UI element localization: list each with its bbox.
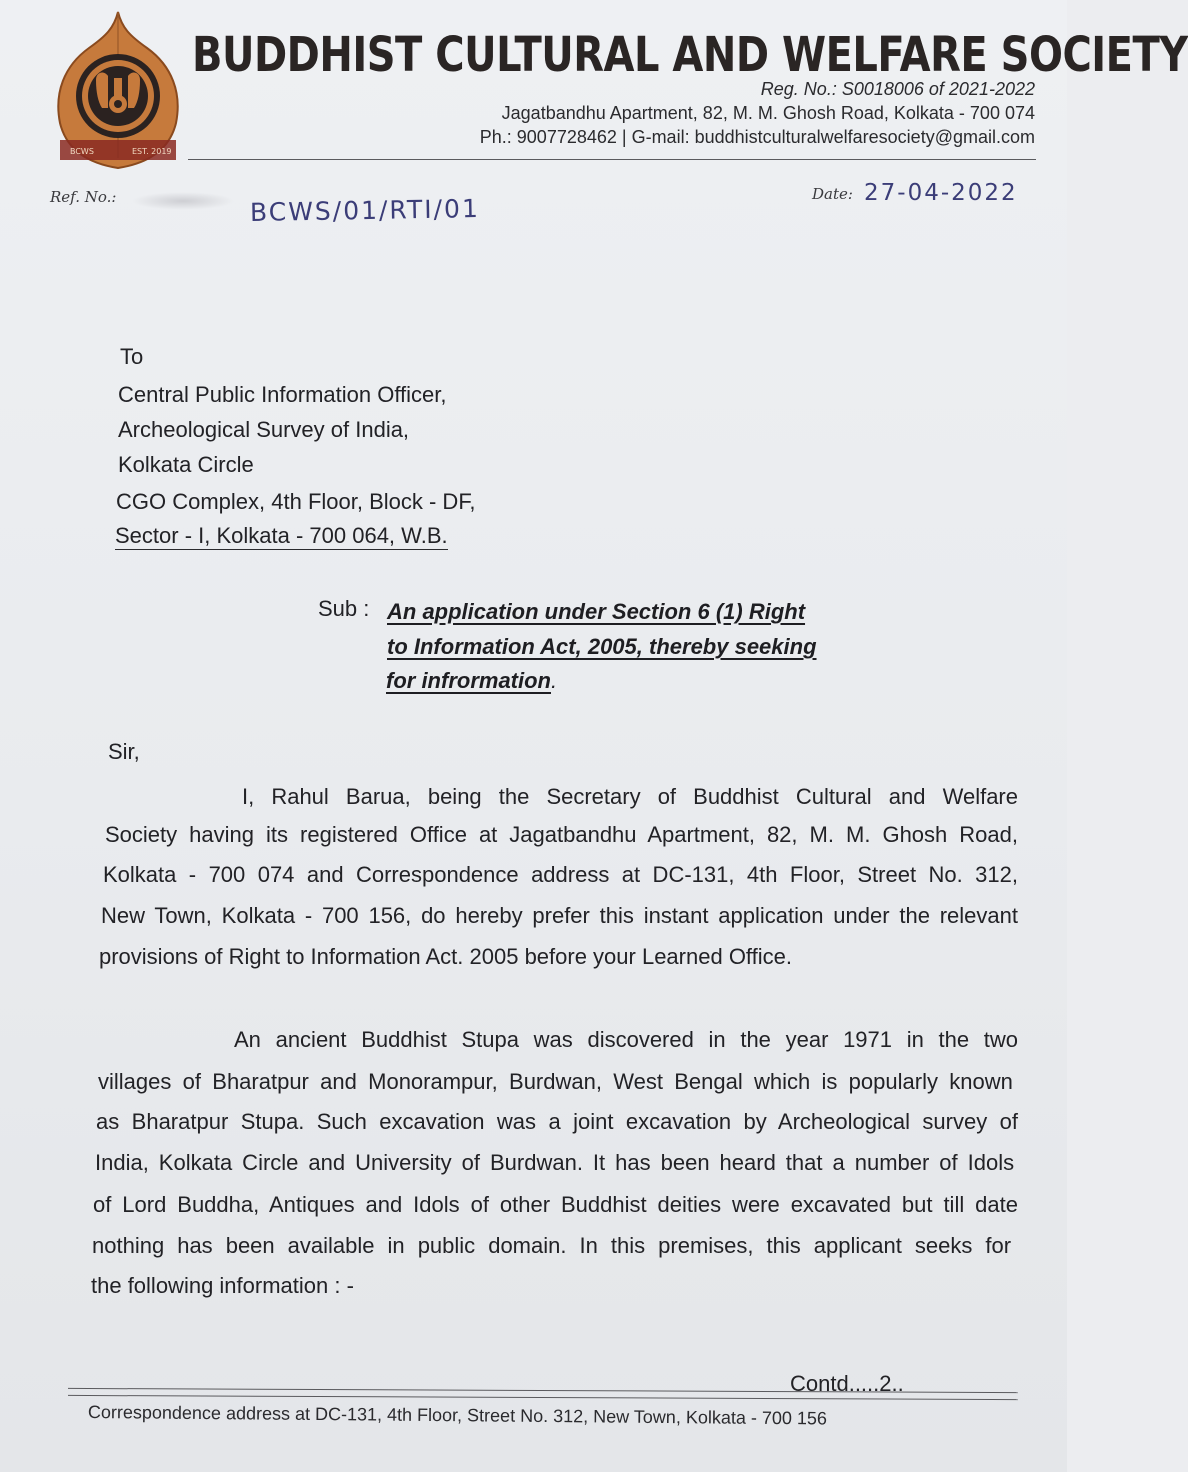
organization-address: Jagatbandhu Apartment, 82, M. M. Ghosh Road, Kolkata - 700 074 (501, 103, 1035, 123)
paragraph1-line-4 (101, 903, 1018, 929)
subject-line-1: An application under Section 6 (1) Right (387, 599, 806, 624)
recipient-line-4: CGO Complex, 4th Floor, Block - DF, (116, 489, 476, 514)
paragraph2-text-4: India, Kolkata Circle and University of Burdwan. It has been heard that a number of Idols (95, 1150, 1015, 1175)
recipient-line-2: Archeological Survey of India, (118, 417, 410, 442)
paragraph2-text-1: An ancient Buddhist Stupa was discovered in the year 1971 in the two (234, 1027, 1018, 1052)
subject-line-3 (386, 668, 557, 694)
date-handwritten: 27-04-2022 (864, 180, 1018, 206)
paragraph2-text-6: nothing has been available in public domain. In this premises, this applicant seeks for (92, 1233, 1012, 1258)
ref-stamp-smudge (132, 192, 234, 210)
salutation: Sir, (108, 739, 140, 764)
recipient-line-5-text: Sector - I, Kolkata - 700 064, W.B. (115, 523, 448, 548)
paragraph1-line-3 (103, 862, 1018, 888)
paragraph2-line-5 (93, 1192, 1018, 1218)
paragraph1-line-1 (242, 784, 1018, 810)
society-logo (52, 8, 184, 176)
paragraph2-line-1 (234, 1027, 1018, 1053)
paragraph2-line-4 (95, 1150, 1018, 1176)
subject-label: Sub : (318, 596, 370, 621)
recipient-line-5 (115, 523, 448, 549)
paragraph2-text-2: villages of Bharatpur and Monorampur, Burdwan, West Bengal which is popularly known (98, 1069, 1013, 1094)
paragraph1-text-5: provisions of Right to Information Act. 2005 before your Learned Office. (99, 944, 792, 969)
ref-number-handwritten: BCWS/01/RTI/01 (249, 193, 481, 228)
paragraph2-line-6 (92, 1233, 1018, 1259)
paragraph2-line-7 (91, 1273, 354, 1299)
paragraph2-text-3: as Bharatpur Stupa. Such excavation was a joint excavation by Archeological survey of (96, 1109, 1018, 1134)
paragraph2-line-3 (96, 1109, 1018, 1135)
to-label: To (120, 344, 144, 369)
logo-text-left: BCWS (70, 147, 94, 156)
footer-correspondence-address: Correspondence address at DC-131, 4th Floor, Street No. 312, New Town, Kolkata - 700 156 (87, 1402, 828, 1429)
subject-trailing-period: . (551, 668, 558, 693)
paragraph1-text-3: Kolkata - 700 074 and Correspondence address at DC-131, 4th Floor, Street No. 312, (103, 862, 1018, 887)
recipient-line-1: Central Public Information Officer, (118, 382, 447, 407)
paragraph2-text-7: the following information : - (91, 1273, 354, 1298)
registration-number: Reg. No.: S0018006 of 2021-2022 (760, 79, 1035, 99)
organization-name: BUDDHIST CULTURAL AND WELFARE SOCIETY (192, 28, 1188, 84)
logo-text-right: EST. 2019 (132, 147, 172, 156)
paragraph2-line-2 (98, 1069, 1018, 1095)
header-divider (188, 159, 1036, 160)
continued-marker: Contd.....2.. (790, 1371, 904, 1396)
paragraph1-text-1: I, Rahul Barua, being the Secretary of Buddhist Cultural and Welfare (242, 784, 1018, 809)
organization-contact: Ph.: 9007728462 | G-mail: buddhistculturalwelfaresociety@gmail.com (479, 127, 1035, 147)
paragraph1-line-2 (105, 822, 1018, 848)
recipient-line-3: Kolkata Circle (118, 452, 254, 477)
subject-line-2: to Information Act, 2005, thereby seeking (387, 634, 817, 659)
paragraph1-line-5 (99, 944, 792, 970)
paragraph2-text-5: of Lord Buddha, Antiques and Idols of other Buddhist deities were excavated but till date (93, 1192, 1018, 1217)
paragraph1-text-4: New Town, Kolkata - 700 156, do hereby prefer this instant application under the relevant (101, 903, 1018, 928)
ref-label: Ref. No.: (50, 188, 117, 206)
paragraph1-text-2: Society having its registered Office at Jagatbandhu Apartment, 82, M. M. Ghosh Road, (105, 822, 1018, 847)
subject-line-3-text: for infrormation (386, 668, 551, 693)
date-label: Date: (812, 185, 853, 203)
